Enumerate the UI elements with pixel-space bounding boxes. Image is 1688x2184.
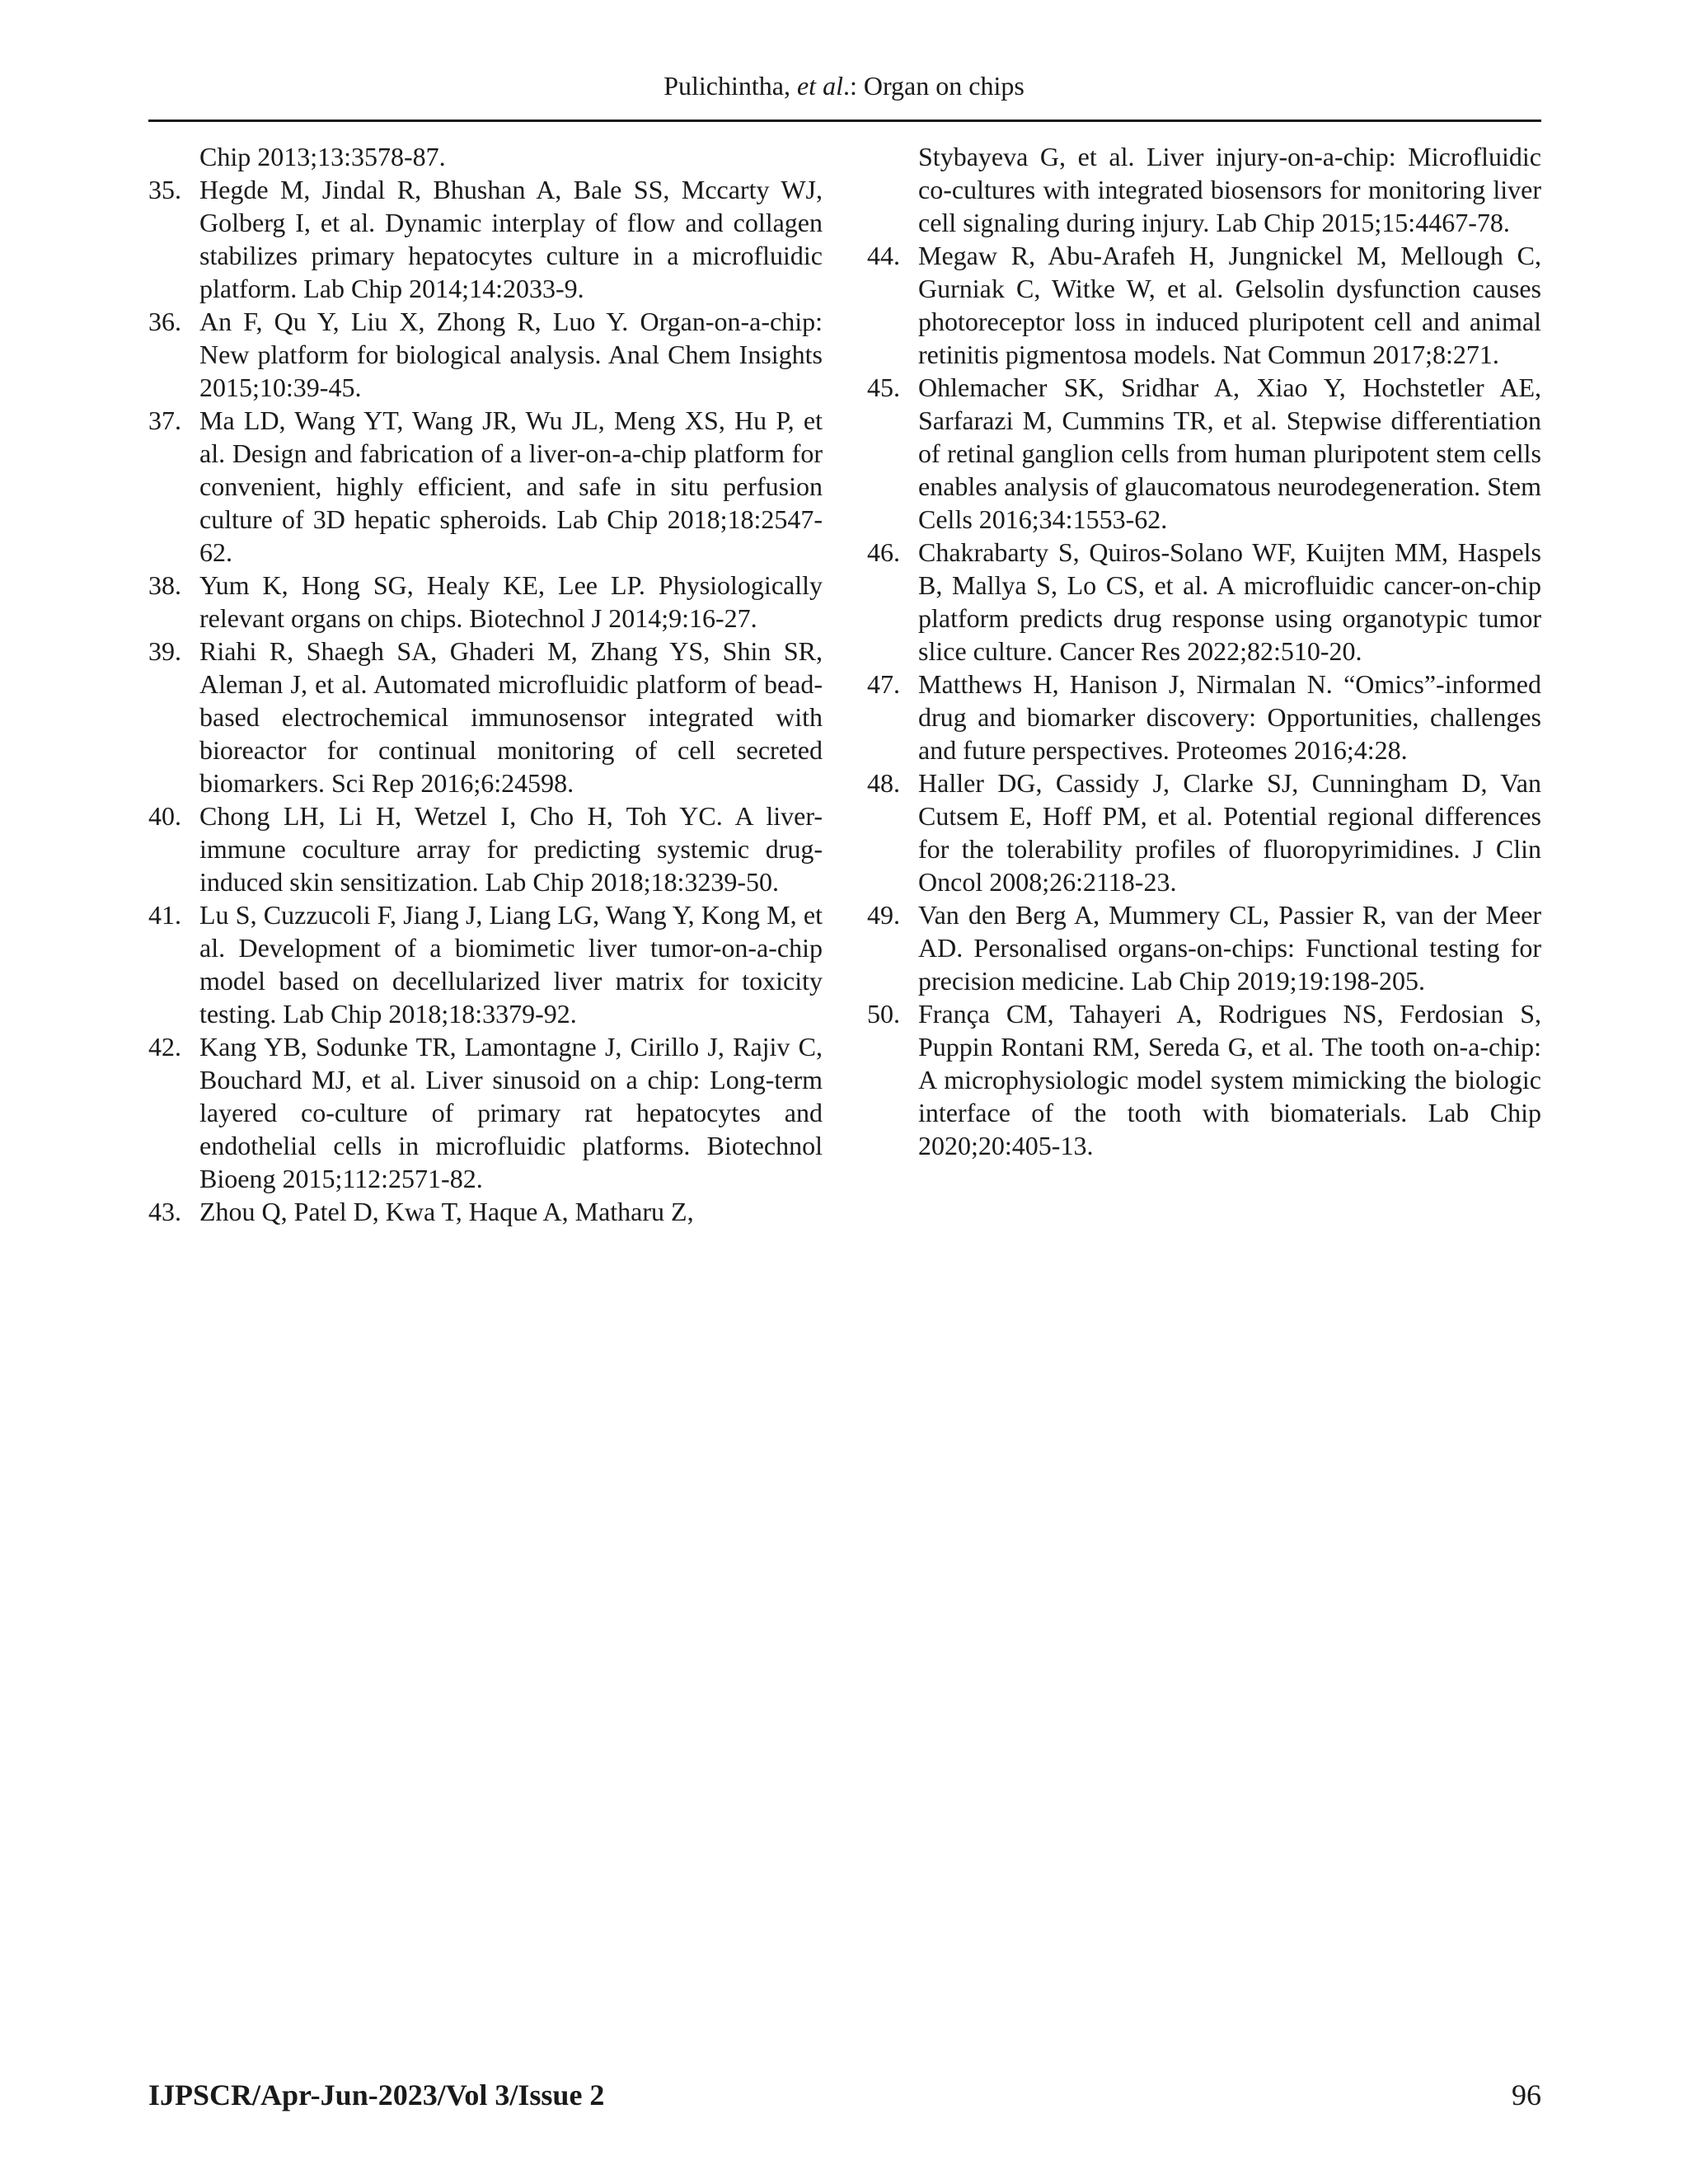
reference-item (148, 635, 823, 799)
reference-item (148, 404, 823, 569)
reference-text: Lu S, Cuzzucoli F, Jiang J, Liang LG, Wang Y, Kong M, et al. Development of a biomimetic liver tumor-on-a-chip model based on decellularized liver matrix for toxicity testing. Lab Chip 2018;18:3379-92. (199, 900, 823, 1029)
reference-item (867, 140, 1541, 239)
reference-text: An F, Qu Y, Liu X, Zhong R, Luo Y. Organ-on-a-chip: New platform for biological analysis. Anal Chem Insights 2015;10:39-45. (199, 307, 823, 402)
reference-item (148, 1030, 823, 1195)
reference-number: 49. (867, 900, 900, 930)
reference-item (148, 799, 823, 898)
reference-text: Chip 2013;13:3578-87. (199, 142, 446, 171)
reference-number: 39. (148, 636, 181, 666)
reference-item (148, 305, 823, 404)
reference-item (867, 239, 1541, 371)
reference-text: Megaw R, Abu-Arafeh H, Jungnickel M, Mellough C, Gurniak C, Witke W, et al. Gelsolin dysfunction causes photoreceptor loss in induced pluripotent cell and animal retinitis pigmentosa models. Nat Commun 2017;8:271. (918, 241, 1541, 369)
reference-number: 50. (867, 999, 900, 1029)
reference-text: Kang YB, Sodunke TR, Lamontagne J, Cirillo J, Rajiv C, Bouchard MJ, et al. Liver sinusoid on a chip: Long-term layered co-culture of primary rat hepatocytes and endothelial cells in microfluidic platforms. Biotechnol Bioeng 2015;112:2571-82. (199, 1032, 823, 1193)
reference-item (867, 997, 1541, 1162)
reference-text: Chong LH, Li H, Wetzel I, Cho H, Toh YC. A liver-immune coculture array for predicting systemic drug-induced skin sensitization. Lab Chip 2018;18:3239-50. (199, 801, 823, 897)
reference-number: 41. (148, 900, 181, 930)
footer-journal-info: IJPSCR/Apr-Jun-2023/Vol 3/Issue 2 (148, 2079, 605, 2111)
reference-number: 43. (148, 1197, 181, 1226)
reference-number: 45. (867, 373, 900, 402)
reference-item (867, 668, 1541, 766)
reference-text: Zhou Q, Patel D, Kwa T, Haque A, Matharu Z, (199, 1197, 694, 1226)
reference-number: 44. (867, 241, 900, 270)
reference-text: Ma LD, Wang YT, Wang JR, Wu JL, Meng XS, Hu P, et al. Design and fabrication of a liver-on-a-chip platform for convenient, highly efficient, and safe in situ perfusion culture of 3D hepatic spheroids. Lab Chip 2018;18:2547-62. (199, 405, 823, 567)
reference-item (148, 140, 823, 173)
reference-text: Stybayeva G, et al. Liver injury-on-a-chip: Microfluidic co-cultures with integrated biosensors for monitoring liver cell signaling during injury. Lab Chip 2015;15:4467-78. (918, 142, 1541, 237)
reference-item (148, 569, 823, 635)
reference-item (148, 898, 823, 1030)
reference-number: 38. (148, 570, 181, 600)
reference-text: Riahi R, Shaegh SA, Ghaderi M, Zhang YS, Shin SR, Aleman J, et al. Automated microfluidic platform of bead-based electrochemical immunosensor integrated with bioreactor for continual monitoring of cell secreted biomarkers. Sci Rep 2016;6:24598. (199, 636, 823, 798)
header-authors: Pulichintha, (663, 71, 797, 101)
reference-number: 36. (148, 307, 181, 336)
reference-number: 42. (148, 1032, 181, 1062)
reference-number: 47. (867, 669, 900, 699)
reference-text: Matthews H, Hanison J, Nirmalan N. “Omics”-informed drug and biomarker discovery: Opportunities, challenges and future perspectives. Proteomes 2016;4:28. (918, 669, 1541, 765)
page-number: 96 (1512, 2079, 1541, 2111)
reference-number: 46. (867, 537, 900, 567)
reference-number: 35. (148, 175, 181, 204)
header-title: .: Organ on chips (842, 71, 1025, 101)
reference-text: Yum K, Hong SG, Healy KE, Lee LP. Physiologically relevant organs on chips. Biotechnol J 2014;9:16-27. (199, 570, 823, 633)
references-left-column (148, 140, 823, 1228)
reference-item (148, 1195, 823, 1228)
header-rule (148, 120, 1541, 122)
reference-text: Chakrabarty S, Quiros-Solano WF, Kuijten MM, Haspels B, Mallya S, Lo CS, et al. A microfluidic cancer-on-chip platform predicts drug response using organotypic tumor slice culture. Cancer Res 2022;82:510-20. (918, 537, 1541, 666)
reference-item (867, 371, 1541, 536)
references-right-column (867, 140, 1541, 1162)
reference-item (867, 766, 1541, 898)
running-header (0, 69, 1688, 102)
reference-item (148, 173, 823, 305)
header-etal: et al (796, 71, 843, 101)
reference-text: Haller DG, Cassidy J, Clarke SJ, Cunningham D, Van Cutsem E, Hoff PM, et al. Potential regional differences for the tolerability profiles of fluoropyrimidines. J Clin Oncol 2008;26:2118-23. (918, 768, 1541, 897)
reference-item (867, 536, 1541, 668)
reference-number: 37. (148, 405, 181, 435)
reference-number: 40. (148, 801, 181, 831)
reference-number: 48. (867, 768, 900, 798)
reference-item (867, 898, 1541, 997)
reference-text: Hegde M, Jindal R, Bhushan A, Bale SS, Mccarty WJ, Golberg I, et al. Dynamic interplay of flow and collagen stabilizes primary hepatocytes culture in a microfluidic platform. Lab Chip 2014;14:2033-9. (199, 175, 823, 303)
reference-text: Ohlemacher SK, Sridhar A, Xiao Y, Hochstetler AE, Sarfarazi M, Cummins TR, et al. Stepwise differentiation of retinal ganglion cells from human pluripotent stem cells enables analysis of glaucomatous neurodegeneration. Stem Cells 2016;34:1553-62. (918, 373, 1541, 534)
reference-text: Van den Berg A, Mummery CL, Passier R, van der Meer AD. Personalised organs-on-chips: Functional testing for precision medicine. Lab Chip 2019;19:198-205. (918, 900, 1541, 996)
reference-text: França CM, Tahayeri A, Rodrigues NS, Ferdosian S, Puppin Rontani RM, Sereda G, et al. The tooth on-a-chip: A microphysiologic model system mimicking the biologic interface of the tooth with biomaterials. Lab Chip 2020;20:405-13. (918, 999, 1541, 1160)
